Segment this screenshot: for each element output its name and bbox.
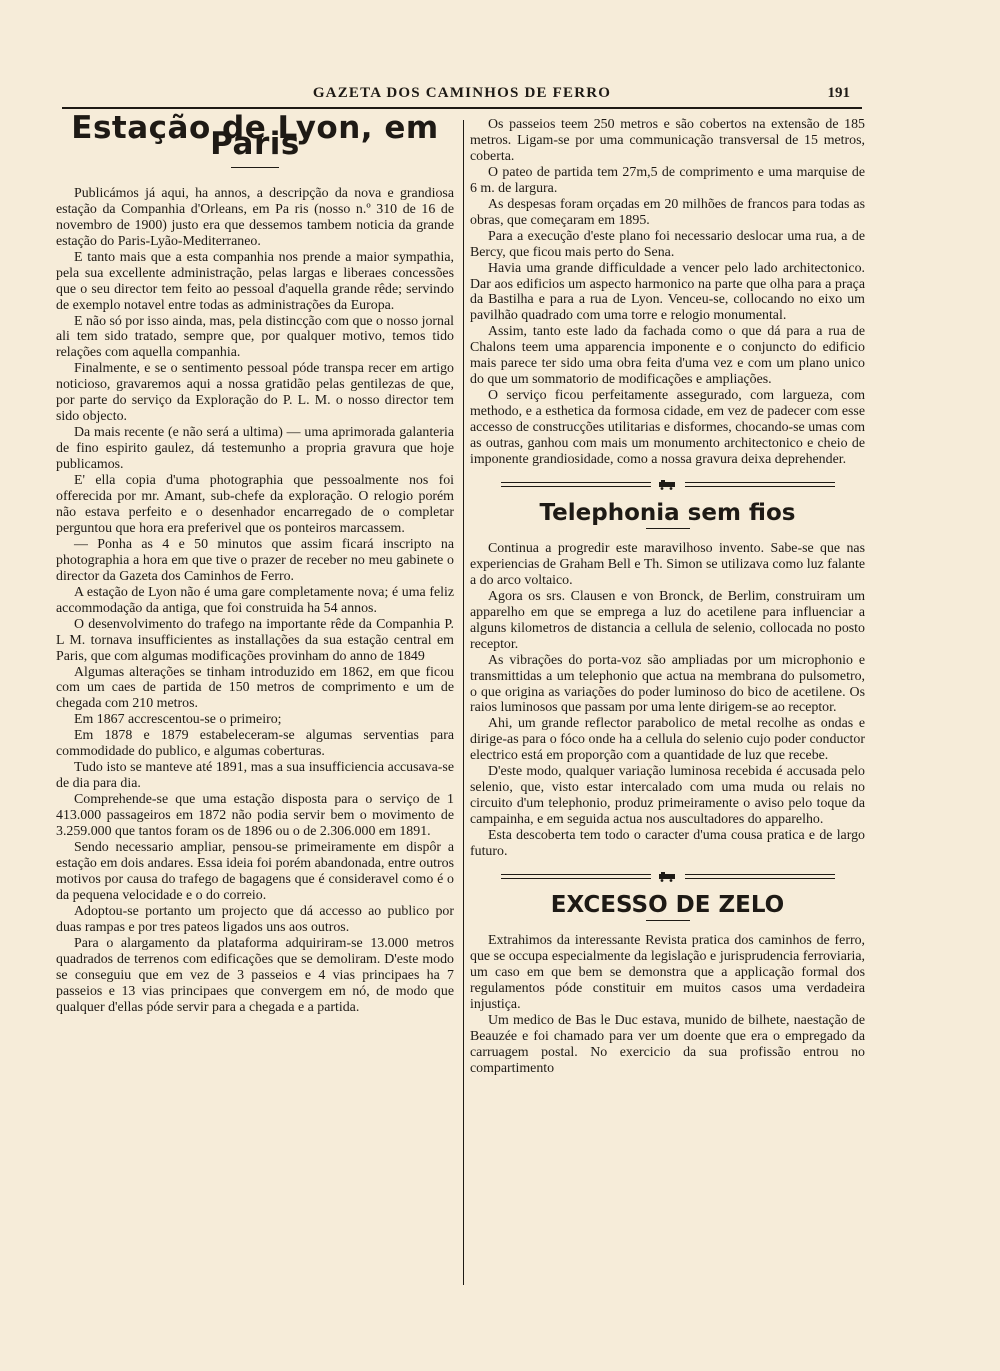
paragraph: Finalmente, e se o sentimento pessoal póde transpa recer em artigo noticioso, gravaremos aqui a nossa gratidão pelas gentilezas de que, por parte do serviço da Exploração do P. L. M. o nosso director tem sido objecto. [56,361,454,425]
train-icon [657,480,679,490]
paragraph: D'este modo, qualquer variação luminosa recebida é accusada pelo selenio, que, visto estar intercalado com uma muda ou relais no circuito d'um telephonio, produz primeiramente o aviso pelo toque da campainha, e em seguida actua nos auscultadores do apparelho. [470,764,865,828]
paragraph: Esta descoberta tem todo o caracter d'uma cousa pratica e de largo futuro. [470,828,865,860]
paragraph: E' ella copia d'uma photographia que pessoalmente nos foi offerecida por mr. Amant, sub-chefe da exploração. O relogio porém não estava perfeito e o desenhador encarregado de o completar perguntou que hora era preferivel que os ponteiros marcassem. [56,473,454,536]
title-underline [646,920,690,921]
left-column [56,110,454,1015]
paragraph: Um medico de Bas le Duc estava, munido de bilhete, naestação de Beauzée e foi chamado para ver um doente que era o empregado da carruagem postal. No exercicio da sua profissão entrou no compartimento [470,1012,865,1076]
paragraph: Algumas alterações se tinham introduzido em 1862, em que ficou com um caes de partida de 150 metros de comprimento e um de chegada com 210 metros. [56,664,454,712]
right-column [470,117,865,1077]
ornament-line [501,482,651,487]
header-rule [62,107,862,109]
paragraph: Para a execução d'este plano foi necessario deslocar uma rua, a de Bercy, que ficou mais perto do Sena. [470,228,865,260]
column-divider [463,120,464,1285]
paragraph: As vibrações do porta-voz são ampliadas por um microphonio e transmittidas a um telephonio que actua na membrana do pulsometro, o que origina as variações do poder luminoso do bico de acetilene. Os raios luminosos que passam por uma lente dirigem-se ao receptor. [470,652,865,716]
paragraph: Em 1878 e 1879 estabeleceram-se algumas serventias para commodidade do publico, e algumas coberturas. [56,728,454,760]
paragraph: Assim, tanto este lado da fachada como o que dá para a rua de Chalons teem uma apparencia imponente e o conjuncto do edificio mais parece ter sido uma obra feita d'uma vez e com um plano unico do que um sommatorio de modificações e ampliações. [470,324,865,388]
article-title-estacao-lyon: Estação de Lyon, em Paris [71,110,439,162]
train-icon [657,872,679,882]
paragraph: O pateo de partida tem 27m,5 de comprimento e uma marquise de 6 m. de largura. [470,164,865,196]
paragraph: Agora os srs. Clausen e von Bronck, de Berlim, construiram um apparelho em que se emprega a luz do acetilene para influenciar a alguns kilometros de distancia a cellula de selenio, collocada no posto receptor. [470,588,865,652]
paragraph: Comprehende-se que uma estação disposta para o serviço de 1 413.000 passageiros em 1872 não podia servir bem o movimento de 3.259.000 que tantos foram os de 1896 ou o de 2.306.000 em 1891. [56,792,454,840]
paragraph: E não só por isso ainda, mas, pela distincção com que o nosso jornal ali tem sido tratado, sempre que, por qualquer motivo, temos tido relações com aquella companhia. [56,313,454,361]
paragraph: Tudo isto se manteve até 1891, mas a sua insufficiencia accusava-se de dia para dia. [56,760,454,792]
article-title-telephonia: Telephonia sem fios [539,499,796,526]
title-underline [231,167,279,168]
publication-title: GAZETA DOS CAMINHOS DE FERRO [312,85,612,101]
paragraph: E tanto mais que a esta companhia nos prende a maior sympathia, pela sua excellente administração, pelas largas e liberaes concessões que o seu director tem feito ao pessoal d'aquella grande rêde; servindo de exemplo notavel entre todas as administrações da Europa. [56,249,454,313]
paragraph: Para o alargamento da plataforma adquiriram-se 13.000 metros quadrados de terrenos com edificações que se demoliram. D'este modo se conseguiu que em vez de 3 passeios e 4 vias principaes ha 7 passeios e 13 vias principaes que convergem em nó, de modo que qualquer d'ellas póde servir para a chegada e a partida. [56,935,454,1015]
ornament-line [685,482,835,487]
ornament-line [501,874,651,879]
title-underline [646,528,690,529]
section-ornament [470,872,865,882]
paragraph: — Ponha as 4 e 50 minutos que assim ficará inscripto na photographia a hora em que tive o prazer de receber no meu gabinete o director da Gazeta dos Caminhos de Ferro. [56,536,454,584]
paragraph: Em 1867 accrescentou-se o primeiro; [74,712,282,728]
page-number: 191 [827,85,850,101]
paragraph: As despesas foram orçadas em 20 milhões de francos para todas as obras, que começaram em 1895. [470,196,865,228]
paragraph: A estação de Lyon não é uma gare completamente nova; é uma feliz accommodação da antiga, que foi construida ha 54 annos. [56,584,454,616]
paragraph: Publicámos já aqui, ha annos, a descripção da nova e grandiosa estação da Companhia d'Orleans, em Pa ris (nosso n.º 310 de 16 de novembro de 1900) justo era que dessemos tambem noticia da grande estação do Paris-Lyão-Mediterraneo. [56,185,454,249]
paragraph: Extrahimos da interessante Revista pratica dos caminhos de ferro, que se occupa especialmente da legislação e jurisprudencia ferroviaria, um caso em que bem se demonstra que a applicação formal dos regulamentos póde constituir em muitos casos uma verdadeira injustiça. [470,932,865,1012]
article-title-excesso-de-zelo: EXCESSO DE ZELO [550,891,785,918]
ornament-line [685,874,835,879]
paragraph: Da mais recente (e não será a ultima) — uma aprimorada galanteria de fino espirito gaulez, dá testemunho a propria gravura que hoje publicamos. [56,425,454,473]
paragraph: O desenvolvimento do trafego na importante rêde da Companhia P. L M. tornava insufficientes as installações da sua estação central em Paris, que com algumas modificações provinham do anno de 1849 [56,616,454,664]
paragraph: O serviço ficou perfeitamente assegurado, com largueza, com methodo, e a esthetica da formosa cidade, em vez de padecer com esse accesso de construcções utilitarias e disformes, chocando-se umas com as outras, ganhou com mais um monumento architectonico e cheio de imponente grandiosidade, como a nossa gravura deixa deprehender. [470,388,865,468]
running-header [62,85,862,107]
paragraph: Continua a progredir este maravilhoso invento. Sabe-se que nas experiencias de Graham Bell e Th. Simon se utilizava como luz falante a do arco voltaico. [470,540,865,588]
paragraph: Havia uma grande difficuldade a vencer pelo lado architectonico. Dar aos edificios um aspecto harmonico na parte que olha para a praça da Bastilha e para a rua de Lyon. Venceu-se, collocando no eixo um pavilhão quadrado com uma torre e relogio monumental. [470,260,865,324]
paragraph: Os passeios teem 250 metros e são cobertos na extensão de 185 metros. Ligam-se por uma communicação transversal de 15 metros, coberta. [470,117,865,164]
paragraph: Sendo necessario ampliar, pensou-se primeiramente em dispôr a estação em dois andares. Essa ideia foi porém abandonada, entre outros motivos por causa do trafego de bagagens que é consideravel como é o da pequena velocidade e o do correio. [56,839,454,903]
section-ornament [470,480,865,490]
paragraph: Ahi, um grande reflector parabolico de metal recolhe as ondas e dirige-as para o fóco onde ha a cellula do selenio cujo poder conductor electrico está em proporção com a quantidade de luz que recebe. [470,716,865,764]
paragraph: Adoptou-se portanto um projecto que dá accesso ao publico por duas rampas e por tres pateos ligados uns aos outros. [56,903,454,935]
